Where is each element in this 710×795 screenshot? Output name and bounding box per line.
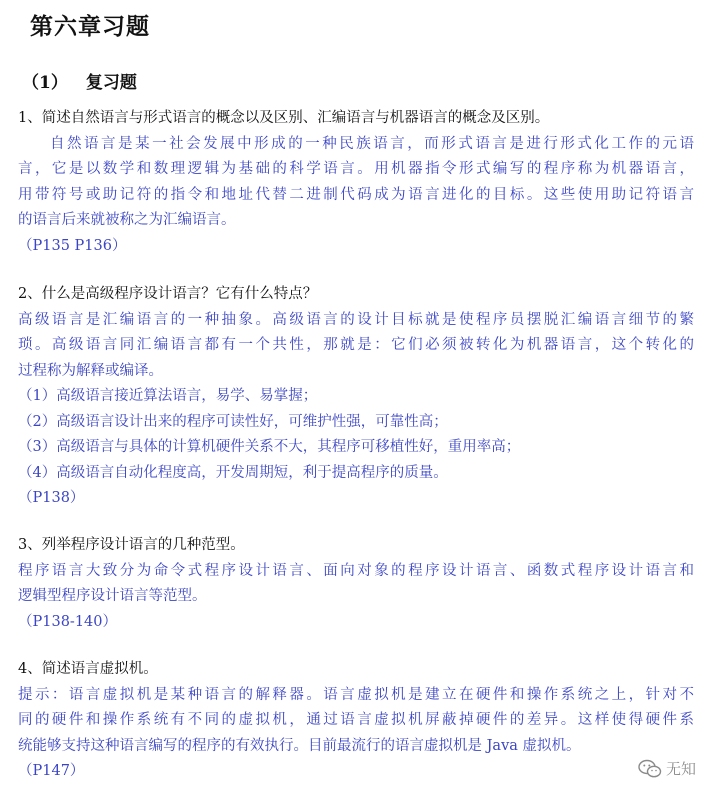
answer-line: （1）高级语言接近算法语言，易学、易掌握； (18, 388, 318, 404)
answer (18, 559, 694, 610)
question-3 (18, 533, 694, 635)
page-reference: （P138） (18, 490, 85, 506)
page-reference: （P135 P136） (18, 237, 127, 254)
wechat-icon (638, 759, 662, 779)
question-4 (18, 657, 694, 785)
answer-line: 自然语言是某一社会发展中形成的一种民族语言，而形式语言是进行形式化工作的元语 (50, 135, 694, 152)
answer-line: （2）高级语言设计出来的程序可读性好，可维护性强，可靠性高； (18, 413, 448, 430)
answer-line: 高级语言是汇编语言的一种抽象。高级语言的设计目标就是使程序员摆脱汇编语言细节的繁 (18, 311, 694, 328)
answer (18, 683, 694, 760)
question-title: 3、列举程序设计语言的几种范型。 (18, 537, 245, 553)
question-2 (18, 282, 694, 512)
answer-line: 逻辑型程序设计语言等范型。 (18, 588, 207, 604)
question-1 (18, 106, 694, 259)
question-title: 1、简述自然语言与形式语言的概念以及区别、汇编语言与机器语言的概念及区别。 (18, 110, 550, 126)
question-title: 4、简述语言虚拟机。 (18, 661, 158, 677)
answer-line: （3）高级语言与具体的计算机硬件关系不大，其程序可移植性好，重用率高； (18, 439, 521, 455)
answer-line: 程序语言大致分为命令式程序设计语言、面向对象的程序设计语言、函数式程序设计语言和 (18, 562, 694, 579)
watermark (638, 758, 696, 779)
answer-line: 提示：语言虚拟机是某种语言的解释器。语言虚拟机是建立在硬件和操作系统之上，针对不 (18, 686, 694, 703)
chapter-title: 第六章习题 (30, 14, 150, 40)
question-title: 2、什么是高级程序设计语言？它有什么特点？ (18, 286, 318, 302)
watermark-text: 无知 (665, 760, 696, 778)
answer-line: 用带符号或助记符的指令和地址代替二进制代码成为语言进化的目标。这些使用助记符语言 (18, 186, 694, 203)
page-reference: （P138-140） (18, 613, 118, 630)
answer-line: 同的硬件和操作系统有不同的虚拟机，通过语言虚拟机屏蔽掉硬件的差异。这样使得硬件系 (18, 712, 694, 728)
section-heading (22, 68, 137, 93)
answer (18, 132, 694, 234)
page-reference: （P147） (18, 763, 85, 779)
answer (18, 308, 694, 487)
answer-line: 统能够支持这种语言编写的程序的有效执行。目前最流行的语言虚拟机是 Java 虚拟机。 (18, 737, 581, 754)
answer-line: 琐。高级语言同汇编语言都有一个共性，那就是：它们必须被转化为机器语言，这个转化的 (18, 337, 694, 353)
answer-line: 的语言后来就被称之为汇编语言。 (18, 212, 236, 228)
answer-line: 过程称为解释或编译。 (18, 362, 163, 379)
section-title: 复习题 (85, 73, 137, 93)
answer-line: 言，它是以数学和数理逻辑为基础的科学语言。用机器指令形式编写的程序称为机器语言， (18, 161, 694, 177)
section-number: （1） (22, 73, 68, 93)
answer-line: （4）高级语言自动化程度高，开发周期短，利于提高程序的质量。 (18, 464, 448, 481)
